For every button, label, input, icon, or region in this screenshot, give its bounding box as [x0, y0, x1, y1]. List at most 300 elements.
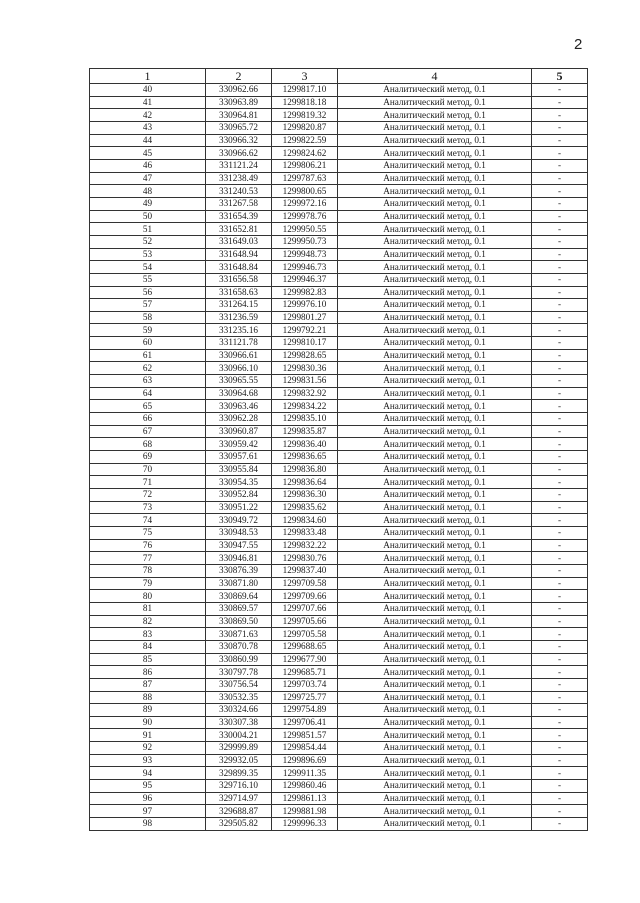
- point-number-cell: 52: [90, 235, 206, 248]
- x-coordinate-cell: 330966.32: [206, 134, 272, 147]
- table-row: [90, 248, 588, 261]
- description-cell: -: [532, 172, 588, 185]
- y-coordinate-cell: 1299830.36: [272, 362, 338, 375]
- point-number-cell: 74: [90, 514, 206, 527]
- y-coordinate-cell: 1299806.21: [272, 159, 338, 172]
- description-cell: -: [532, 109, 588, 122]
- y-coordinate-cell: 1299948.73: [272, 248, 338, 261]
- description-cell: -: [532, 185, 588, 198]
- table-body: [90, 84, 588, 831]
- y-coordinate-cell: 1299976.10: [272, 299, 338, 312]
- method-cell: Аналитический метод, 0.1: [338, 425, 532, 438]
- table-row: [90, 451, 588, 464]
- point-number-cell: 87: [90, 678, 206, 691]
- x-coordinate-cell: 331121.78: [206, 337, 272, 350]
- point-number-cell: 54: [90, 261, 206, 274]
- description-cell: -: [532, 400, 588, 413]
- table-row: [90, 134, 588, 147]
- description-cell: -: [532, 590, 588, 603]
- table-row: [90, 413, 588, 426]
- y-coordinate-cell: 1299834.60: [272, 514, 338, 527]
- description-cell: -: [532, 197, 588, 210]
- point-number-cell: 90: [90, 716, 206, 729]
- method-cell: Аналитический метод, 0.1: [338, 552, 532, 565]
- method-cell: Аналитический метод, 0.1: [338, 286, 532, 299]
- description-cell: -: [532, 501, 588, 514]
- method-cell: Аналитический метод, 0.1: [338, 818, 532, 831]
- method-cell: Аналитический метод, 0.1: [338, 197, 532, 210]
- table-row: [90, 754, 588, 767]
- y-coordinate-cell: 1299860.46: [272, 780, 338, 793]
- y-coordinate-cell: 1299830.76: [272, 552, 338, 565]
- point-number-cell: 77: [90, 552, 206, 565]
- y-coordinate-cell: 1299822.59: [272, 134, 338, 147]
- y-coordinate-cell: 1299836.40: [272, 438, 338, 451]
- point-number-cell: 68: [90, 438, 206, 451]
- method-cell: Аналитический метод, 0.1: [338, 349, 532, 362]
- method-cell: Аналитический метод, 0.1: [338, 121, 532, 134]
- y-coordinate-cell: 1299854.44: [272, 742, 338, 755]
- x-coordinate-cell: 330869.50: [206, 615, 272, 628]
- y-coordinate-cell: 1299831.56: [272, 375, 338, 388]
- y-coordinate-cell: 1299703.74: [272, 678, 338, 691]
- table-row: [90, 615, 588, 628]
- x-coordinate-cell: 330964.81: [206, 109, 272, 122]
- table-row: [90, 172, 588, 185]
- coordinates-table: [89, 68, 588, 831]
- y-coordinate-cell: 1299950.73: [272, 235, 338, 248]
- y-coordinate-cell: 1299677.90: [272, 653, 338, 666]
- method-cell: Аналитический метод, 0.1: [338, 742, 532, 755]
- y-coordinate-cell: 1299946.37: [272, 273, 338, 286]
- description-cell: -: [532, 286, 588, 299]
- point-number-cell: 67: [90, 425, 206, 438]
- method-cell: Аналитический метод, 0.1: [338, 185, 532, 198]
- table-row: [90, 729, 588, 742]
- x-coordinate-cell: 330860.99: [206, 653, 272, 666]
- y-coordinate-cell: 1299705.66: [272, 615, 338, 628]
- method-cell: Аналитический метод, 0.1: [338, 666, 532, 679]
- method-cell: Аналитический метод, 0.1: [338, 400, 532, 413]
- y-coordinate-cell: 1299725.77: [272, 691, 338, 704]
- x-coordinate-cell: 330756.54: [206, 678, 272, 691]
- y-coordinate-cell: 1299818.18: [272, 96, 338, 109]
- column-header-y-coordinate: 3: [272, 69, 338, 84]
- y-coordinate-cell: 1299836.80: [272, 463, 338, 476]
- point-number-cell: 91: [90, 729, 206, 742]
- description-cell: -: [532, 767, 588, 780]
- point-number-cell: 95: [90, 780, 206, 793]
- y-coordinate-cell: 1299688.65: [272, 640, 338, 653]
- point-number-cell: 80: [90, 590, 206, 603]
- table-row: [90, 84, 588, 97]
- point-number-cell: 41: [90, 96, 206, 109]
- method-cell: Аналитический метод, 0.1: [338, 463, 532, 476]
- y-coordinate-cell: 1299836.30: [272, 489, 338, 502]
- point-number-cell: 64: [90, 387, 206, 400]
- y-coordinate-cell: 1299800.65: [272, 185, 338, 198]
- table-row: [90, 159, 588, 172]
- method-cell: Аналитический метод, 0.1: [338, 96, 532, 109]
- x-coordinate-cell: 329714.97: [206, 792, 272, 805]
- description-cell: -: [532, 628, 588, 641]
- y-coordinate-cell: 1299824.62: [272, 147, 338, 160]
- table-row: [90, 147, 588, 160]
- method-cell: Аналитический метод, 0.1: [338, 615, 532, 628]
- x-coordinate-cell: 330869.57: [206, 602, 272, 615]
- x-coordinate-cell: 331121.24: [206, 159, 272, 172]
- point-number-cell: 78: [90, 564, 206, 577]
- table-row: [90, 501, 588, 514]
- table-row: [90, 805, 588, 818]
- description-cell: -: [532, 438, 588, 451]
- method-cell: Аналитический метод, 0.1: [338, 438, 532, 451]
- x-coordinate-cell: 330949.72: [206, 514, 272, 527]
- description-cell: -: [532, 691, 588, 704]
- x-coordinate-cell: 331236.59: [206, 311, 272, 324]
- y-coordinate-cell: 1299836.65: [272, 451, 338, 464]
- column-header-point-number: 1: [90, 69, 206, 84]
- description-cell: -: [532, 96, 588, 109]
- description-cell: -: [532, 248, 588, 261]
- description-cell: -: [532, 223, 588, 236]
- table-row: [90, 438, 588, 451]
- point-number-cell: 86: [90, 666, 206, 679]
- point-number-cell: 94: [90, 767, 206, 780]
- description-cell: -: [532, 337, 588, 350]
- y-coordinate-cell: 1299801.27: [272, 311, 338, 324]
- x-coordinate-cell: 330871.63: [206, 628, 272, 641]
- y-coordinate-cell: 1299972.16: [272, 197, 338, 210]
- method-cell: Аналитический метод, 0.1: [338, 564, 532, 577]
- table-row: [90, 375, 588, 388]
- table-row: [90, 210, 588, 223]
- description-cell: -: [532, 261, 588, 274]
- method-cell: Аналитический метод, 0.1: [338, 767, 532, 780]
- y-coordinate-cell: 1299978.76: [272, 210, 338, 223]
- x-coordinate-cell: 330324.66: [206, 704, 272, 717]
- point-number-cell: 73: [90, 501, 206, 514]
- y-coordinate-cell: 1299810.17: [272, 337, 338, 350]
- x-coordinate-cell: 331648.84: [206, 261, 272, 274]
- y-coordinate-cell: 1299946.73: [272, 261, 338, 274]
- method-cell: Аналитический метод, 0.1: [338, 539, 532, 552]
- table-row: [90, 577, 588, 590]
- method-cell: Аналитический метод, 0.1: [338, 337, 532, 350]
- table-row: [90, 185, 588, 198]
- table-row: [90, 602, 588, 615]
- y-coordinate-cell: 1299835.87: [272, 425, 338, 438]
- y-coordinate-cell: 1299851.57: [272, 729, 338, 742]
- x-coordinate-cell: 330957.61: [206, 451, 272, 464]
- table-row: [90, 514, 588, 527]
- table-row: [90, 564, 588, 577]
- method-cell: Аналитический метод, 0.1: [338, 514, 532, 527]
- method-cell: Аналитический метод, 0.1: [338, 134, 532, 147]
- x-coordinate-cell: 330964.68: [206, 387, 272, 400]
- x-coordinate-cell: 330946.81: [206, 552, 272, 565]
- x-coordinate-cell: 329999.89: [206, 742, 272, 755]
- table-row: [90, 767, 588, 780]
- point-number-cell: 88: [90, 691, 206, 704]
- description-cell: -: [532, 514, 588, 527]
- description-cell: -: [532, 552, 588, 565]
- table-row: [90, 678, 588, 691]
- x-coordinate-cell: 330004.21: [206, 729, 272, 742]
- description-cell: -: [532, 526, 588, 539]
- column-header-method: 4: [338, 69, 532, 84]
- column-header-x-coordinate: 2: [206, 69, 272, 84]
- y-coordinate-cell: 1299792.21: [272, 324, 338, 337]
- y-coordinate-cell: 1299819.32: [272, 109, 338, 122]
- x-coordinate-cell: 330959.42: [206, 438, 272, 451]
- description-cell: -: [532, 704, 588, 717]
- page-number: 2: [574, 36, 583, 53]
- x-coordinate-cell: 330307.38: [206, 716, 272, 729]
- table-row: [90, 653, 588, 666]
- x-coordinate-cell: 330966.61: [206, 349, 272, 362]
- point-number-cell: 48: [90, 185, 206, 198]
- x-coordinate-cell: 329716.10: [206, 780, 272, 793]
- y-coordinate-cell: 1299685.71: [272, 666, 338, 679]
- method-cell: Аналитический метод, 0.1: [338, 691, 532, 704]
- point-number-cell: 72: [90, 489, 206, 502]
- description-cell: -: [532, 147, 588, 160]
- method-cell: Аналитический метод, 0.1: [338, 640, 532, 653]
- description-cell: -: [532, 792, 588, 805]
- method-cell: Аналитический метод, 0.1: [338, 729, 532, 742]
- table-row: [90, 590, 588, 603]
- point-number-cell: 93: [90, 754, 206, 767]
- point-number-cell: 92: [90, 742, 206, 755]
- table-header: [90, 69, 588, 84]
- method-cell: Аналитический метод, 0.1: [338, 451, 532, 464]
- description-cell: -: [532, 577, 588, 590]
- method-cell: Аналитический метод, 0.1: [338, 248, 532, 261]
- description-cell: -: [532, 463, 588, 476]
- point-number-cell: 43: [90, 121, 206, 134]
- x-coordinate-cell: 331648.94: [206, 248, 272, 261]
- table-row: [90, 311, 588, 324]
- table-row: [90, 261, 588, 274]
- table-row: [90, 223, 588, 236]
- x-coordinate-cell: 330952.84: [206, 489, 272, 502]
- table-row: [90, 349, 588, 362]
- point-number-cell: 40: [90, 84, 206, 97]
- x-coordinate-cell: 330962.66: [206, 84, 272, 97]
- x-coordinate-cell: 330871.80: [206, 577, 272, 590]
- x-coordinate-cell: 330532.35: [206, 691, 272, 704]
- x-coordinate-cell: 330965.72: [206, 121, 272, 134]
- description-cell: -: [532, 615, 588, 628]
- description-cell: -: [532, 742, 588, 755]
- x-coordinate-cell: 329688.87: [206, 805, 272, 818]
- y-coordinate-cell: 1299861.13: [272, 792, 338, 805]
- description-cell: -: [532, 666, 588, 679]
- method-cell: Аналитический метод, 0.1: [338, 678, 532, 691]
- description-cell: -: [532, 235, 588, 248]
- x-coordinate-cell: 331658.63: [206, 286, 272, 299]
- point-number-cell: 56: [90, 286, 206, 299]
- table-row: [90, 792, 588, 805]
- description-cell: -: [532, 387, 588, 400]
- x-coordinate-cell: 330954.35: [206, 476, 272, 489]
- point-number-cell: 79: [90, 577, 206, 590]
- description-cell: -: [532, 602, 588, 615]
- x-coordinate-cell: 331240.53: [206, 185, 272, 198]
- method-cell: Аналитический метод, 0.1: [338, 109, 532, 122]
- point-number-cell: 61: [90, 349, 206, 362]
- point-number-cell: 51: [90, 223, 206, 236]
- point-number-cell: 46: [90, 159, 206, 172]
- x-coordinate-cell: 330797.78: [206, 666, 272, 679]
- point-number-cell: 59: [90, 324, 206, 337]
- table-row: [90, 400, 588, 413]
- y-coordinate-cell: 1299817.10: [272, 84, 338, 97]
- method-cell: Аналитический метод, 0.1: [338, 311, 532, 324]
- x-coordinate-cell: 331649.03: [206, 235, 272, 248]
- y-coordinate-cell: 1299706.41: [272, 716, 338, 729]
- x-coordinate-cell: 329505.82: [206, 818, 272, 831]
- y-coordinate-cell: 1299820.87: [272, 121, 338, 134]
- table-row: [90, 691, 588, 704]
- method-cell: Аналитический метод, 0.1: [338, 501, 532, 514]
- method-cell: Аналитический метод, 0.1: [338, 526, 532, 539]
- description-cell: -: [532, 425, 588, 438]
- description-cell: -: [532, 273, 588, 286]
- table-row: [90, 121, 588, 134]
- method-cell: Аналитический метод, 0.1: [338, 780, 532, 793]
- point-number-cell: 81: [90, 602, 206, 615]
- method-cell: Аналитический метод, 0.1: [338, 235, 532, 248]
- y-coordinate-cell: 1299832.92: [272, 387, 338, 400]
- point-number-cell: 82: [90, 615, 206, 628]
- method-cell: Аналитический метод, 0.1: [338, 602, 532, 615]
- method-cell: Аналитический метод, 0.1: [338, 387, 532, 400]
- point-number-cell: 53: [90, 248, 206, 261]
- method-cell: Аналитический метод, 0.1: [338, 754, 532, 767]
- y-coordinate-cell: 1299832.22: [272, 539, 338, 552]
- x-coordinate-cell: 330963.89: [206, 96, 272, 109]
- y-coordinate-cell: 1299881.98: [272, 805, 338, 818]
- description-cell: -: [532, 324, 588, 337]
- description-cell: -: [532, 539, 588, 552]
- description-cell: -: [532, 805, 588, 818]
- table-row: [90, 362, 588, 375]
- y-coordinate-cell: 1299835.10: [272, 413, 338, 426]
- y-coordinate-cell: 1299834.22: [272, 400, 338, 413]
- description-cell: -: [532, 413, 588, 426]
- y-coordinate-cell: 1299709.58: [272, 577, 338, 590]
- table-row: [90, 640, 588, 653]
- point-number-cell: 57: [90, 299, 206, 312]
- description-cell: -: [532, 564, 588, 577]
- table-row: [90, 539, 588, 552]
- description-cell: -: [532, 349, 588, 362]
- method-cell: Аналитический метод, 0.1: [338, 223, 532, 236]
- description-cell: -: [532, 159, 588, 172]
- x-coordinate-cell: 330963.46: [206, 400, 272, 413]
- method-cell: Аналитический метод, 0.1: [338, 147, 532, 160]
- point-number-cell: 62: [90, 362, 206, 375]
- y-coordinate-cell: 1299828.65: [272, 349, 338, 362]
- description-cell: -: [532, 678, 588, 691]
- y-coordinate-cell: 1299705.58: [272, 628, 338, 641]
- x-coordinate-cell: 331267.58: [206, 197, 272, 210]
- point-number-cell: 75: [90, 526, 206, 539]
- point-number-cell: 47: [90, 172, 206, 185]
- y-coordinate-cell: 1299833.48: [272, 526, 338, 539]
- y-coordinate-cell: 1299709.66: [272, 590, 338, 603]
- method-cell: Аналитический метод, 0.1: [338, 324, 532, 337]
- y-coordinate-cell: 1299787.63: [272, 172, 338, 185]
- description-cell: -: [532, 362, 588, 375]
- description-cell: -: [532, 375, 588, 388]
- x-coordinate-cell: 329899.35: [206, 767, 272, 780]
- point-number-cell: 55: [90, 273, 206, 286]
- description-cell: -: [532, 476, 588, 489]
- x-coordinate-cell: 331654.39: [206, 210, 272, 223]
- table-row: [90, 742, 588, 755]
- description-cell: -: [532, 121, 588, 134]
- point-number-cell: 69: [90, 451, 206, 464]
- method-cell: Аналитический метод, 0.1: [338, 489, 532, 502]
- table-row: [90, 235, 588, 248]
- point-number-cell: 65: [90, 400, 206, 413]
- point-number-cell: 71: [90, 476, 206, 489]
- point-number-cell: 84: [90, 640, 206, 653]
- method-cell: Аналитический метод, 0.1: [338, 413, 532, 426]
- point-number-cell: 58: [90, 311, 206, 324]
- table-row: [90, 109, 588, 122]
- table-row: [90, 273, 588, 286]
- point-number-cell: 70: [90, 463, 206, 476]
- x-coordinate-cell: 331264.15: [206, 299, 272, 312]
- column-header-description: 5: [532, 69, 588, 84]
- method-cell: Аналитический метод, 0.1: [338, 299, 532, 312]
- table-row: [90, 666, 588, 679]
- method-cell: Аналитический метод, 0.1: [338, 653, 532, 666]
- x-coordinate-cell: 331235.16: [206, 324, 272, 337]
- method-cell: Аналитический метод, 0.1: [338, 362, 532, 375]
- table-row: [90, 299, 588, 312]
- table-row: [90, 96, 588, 109]
- table-row: [90, 337, 588, 350]
- point-number-cell: 42: [90, 109, 206, 122]
- description-cell: -: [532, 489, 588, 502]
- y-coordinate-cell: 1299836.64: [272, 476, 338, 489]
- method-cell: Аналитический метод, 0.1: [338, 84, 532, 97]
- table-row: [90, 197, 588, 210]
- table-row: [90, 780, 588, 793]
- point-number-cell: 97: [90, 805, 206, 818]
- description-cell: -: [532, 818, 588, 831]
- method-cell: Аналитический метод, 0.1: [338, 704, 532, 717]
- x-coordinate-cell: 330960.87: [206, 425, 272, 438]
- method-cell: Аналитический метод, 0.1: [338, 476, 532, 489]
- x-coordinate-cell: 330951.22: [206, 501, 272, 514]
- description-cell: -: [532, 640, 588, 653]
- description-cell: -: [532, 134, 588, 147]
- table-row: [90, 704, 588, 717]
- point-number-cell: 98: [90, 818, 206, 831]
- description-cell: -: [532, 299, 588, 312]
- description-cell: -: [532, 716, 588, 729]
- y-coordinate-cell: 1299896.69: [272, 754, 338, 767]
- point-number-cell: 60: [90, 337, 206, 350]
- point-number-cell: 50: [90, 210, 206, 223]
- point-number-cell: 76: [90, 539, 206, 552]
